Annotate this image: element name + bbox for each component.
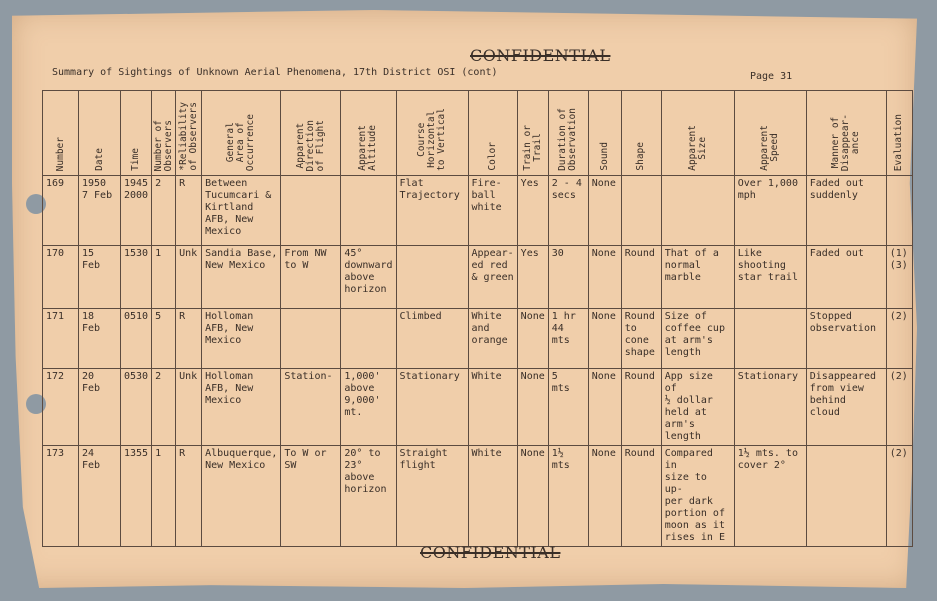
table-cell: 1½ mts. to cover 2° bbox=[734, 446, 806, 547]
table-cell: Stationary bbox=[734, 369, 806, 446]
table-cell bbox=[79, 176, 121, 246]
table-cell: 0530 bbox=[121, 369, 152, 446]
table-cell: Sandia Base, New Mexico bbox=[202, 246, 281, 309]
table-cell: None bbox=[588, 176, 621, 246]
table-cell: White and orange bbox=[468, 309, 517, 369]
col-duration: Duration of Observation bbox=[548, 91, 588, 176]
col-evaluation: Evaluation bbox=[886, 91, 912, 176]
table-cell: White bbox=[468, 446, 517, 547]
table-cell: 1355 bbox=[121, 446, 152, 547]
table-cell: 15 Feb bbox=[79, 246, 121, 309]
table-cell: None bbox=[588, 446, 621, 547]
table-cell: 5 bbox=[152, 309, 176, 369]
table-cell bbox=[734, 309, 806, 369]
table-cell bbox=[621, 176, 661, 246]
col-direction: Apparent Direction of Flight bbox=[281, 91, 341, 176]
col-date: Date bbox=[79, 91, 121, 176]
table-cell: 2 bbox=[152, 369, 176, 446]
table-cell: App size of ½ dollar held at arm's length bbox=[661, 369, 734, 446]
table-cell: Unk bbox=[176, 246, 202, 309]
table-cell: 2 bbox=[152, 176, 176, 246]
table-cell: Stopped observation bbox=[806, 309, 886, 369]
table-cell: Stationary bbox=[396, 369, 468, 446]
table-cell: That of a normal marble bbox=[661, 246, 734, 309]
table-cell: Like shooting star trail bbox=[734, 246, 806, 309]
col-size: Apparent Size bbox=[661, 91, 734, 176]
table-cell bbox=[661, 176, 734, 246]
table-cell: 1 bbox=[152, 246, 176, 309]
table-row bbox=[43, 176, 913, 246]
table-row bbox=[43, 369, 913, 446]
col-shape: Shape bbox=[621, 91, 661, 176]
table-cell: None bbox=[517, 446, 548, 547]
table-cell: Appear- ed red & green bbox=[468, 246, 517, 309]
table-cell: None bbox=[588, 246, 621, 309]
table-cell: Station- bbox=[281, 369, 341, 446]
table-cell: None bbox=[588, 309, 621, 369]
col-time: Time bbox=[121, 91, 152, 176]
table-cell: Yes bbox=[517, 176, 548, 246]
table-cell: 2 - 4 secs bbox=[548, 176, 588, 246]
table-cell: 18 Feb bbox=[79, 309, 121, 369]
table-cell: 1530 bbox=[121, 246, 152, 309]
table-cell bbox=[396, 246, 468, 309]
table-cell: Holloman AFB, New Mexico bbox=[202, 369, 281, 446]
table-cell: Fire- ball white bbox=[468, 176, 517, 246]
page-number: Page 31 bbox=[750, 71, 793, 82]
table-cell: R bbox=[176, 309, 202, 369]
col-number: Number bbox=[43, 91, 79, 176]
col-color: Color bbox=[468, 91, 517, 176]
table-cell: (2) bbox=[886, 309, 912, 369]
table-row bbox=[43, 446, 913, 547]
table-cell: 45° downward above horizon bbox=[341, 246, 396, 309]
table-cell: Between Tucumcari & Kirtland AFB, New Mexico bbox=[202, 176, 281, 246]
table-cell: 20 Feb bbox=[79, 369, 121, 446]
table-cell: Size of coffee cup at arm's length bbox=[661, 309, 734, 369]
table-cell: Round bbox=[621, 446, 661, 547]
table-cell: None bbox=[588, 369, 621, 446]
col-area: General Area of Occurrence bbox=[202, 91, 281, 176]
table-cell: Climbed bbox=[396, 309, 468, 369]
sightings-table bbox=[42, 90, 913, 547]
document-header: Summary of Sightings of Unknown Aerial Phenomena, 17th District OSI (cont) bbox=[52, 67, 498, 78]
col-observers: Number of Observers bbox=[152, 91, 176, 176]
col-disappearance: Manner of Disappear- ance bbox=[806, 91, 886, 176]
table-cell bbox=[341, 309, 396, 369]
table-cell: (2) bbox=[886, 369, 912, 446]
table-cell: To W or SW bbox=[281, 446, 341, 547]
table-cell: Straight flight bbox=[396, 446, 468, 547]
table-cell: 24 Feb bbox=[79, 446, 121, 547]
table-cell: Unk bbox=[176, 369, 202, 446]
table-cell: 1,000' above 9,000' mt. bbox=[341, 369, 396, 446]
table-cell bbox=[341, 176, 396, 246]
col-sound: Sound bbox=[588, 91, 621, 176]
table-cell: (2) bbox=[886, 446, 912, 547]
col-course: Course Horizontal to Vertical bbox=[396, 91, 468, 176]
table-cell: Round bbox=[621, 246, 661, 309]
year-note: 1950 bbox=[82, 178, 107, 189]
table-cell: From NW to W bbox=[281, 246, 341, 309]
table-row bbox=[43, 246, 913, 309]
classification-stamp-top: CONFIDENTIAL bbox=[470, 46, 611, 65]
table-cell: White bbox=[468, 369, 517, 446]
table-cell: Over 1,000 mph bbox=[734, 176, 806, 246]
table-cell: 1 hr 44 mts bbox=[548, 309, 588, 369]
table-cell: Flat Trajectory bbox=[396, 176, 468, 246]
table-cell: Holloman AFB, New Mexico bbox=[202, 309, 281, 369]
date-value: 7 Feb bbox=[82, 190, 113, 201]
col-speed: Apparent Speed bbox=[734, 91, 806, 176]
table-cell: R bbox=[176, 176, 202, 246]
col-reliability: *Reliability of Observers bbox=[176, 91, 202, 176]
table-cell: Round to cone shape bbox=[621, 309, 661, 369]
table-cell: 1½ mts bbox=[548, 446, 588, 547]
table-cell: 0510 bbox=[121, 309, 152, 369]
table-cell: 1945 2000 bbox=[121, 176, 152, 246]
header-row bbox=[43, 91, 913, 176]
table-cell bbox=[281, 309, 341, 369]
table-cell: Faded out suddenly bbox=[806, 176, 886, 246]
col-train: Train or Trail bbox=[517, 91, 548, 176]
table-cell: (1) (3) bbox=[886, 246, 912, 309]
table-cell: 5 mts bbox=[548, 369, 588, 446]
table-cell: Faded out bbox=[806, 246, 886, 309]
table-cell: 171 bbox=[43, 309, 79, 369]
table-cell: 170 bbox=[43, 246, 79, 309]
table-cell: Compared in size to up- per dark portion of moon as it rises in E bbox=[661, 446, 734, 547]
col-altitude: Apparent Altitude bbox=[341, 91, 396, 176]
table-cell: Round bbox=[621, 369, 661, 446]
table-cell bbox=[806, 446, 886, 547]
classification-stamp-bottom: CONFIDENTIAL bbox=[420, 543, 561, 562]
table-row bbox=[43, 309, 913, 369]
table-cell: None bbox=[517, 369, 548, 446]
table-cell: 20° to 23° above horizon bbox=[341, 446, 396, 547]
table-cell: Yes bbox=[517, 246, 548, 309]
table-cell: 1 bbox=[152, 446, 176, 547]
table-cell: R bbox=[176, 446, 202, 547]
table-cell bbox=[281, 176, 341, 246]
table-cell: 169 bbox=[43, 176, 79, 246]
table-cell: 173 bbox=[43, 446, 79, 547]
table-cell: 172 bbox=[43, 369, 79, 446]
table-cell bbox=[886, 176, 912, 246]
table-cell: 30 bbox=[548, 246, 588, 309]
table-cell: None bbox=[517, 309, 548, 369]
table-cell: Albuquerque, New Mexico bbox=[202, 446, 281, 547]
table-cell: Disappeared from view behind cloud bbox=[806, 369, 886, 446]
